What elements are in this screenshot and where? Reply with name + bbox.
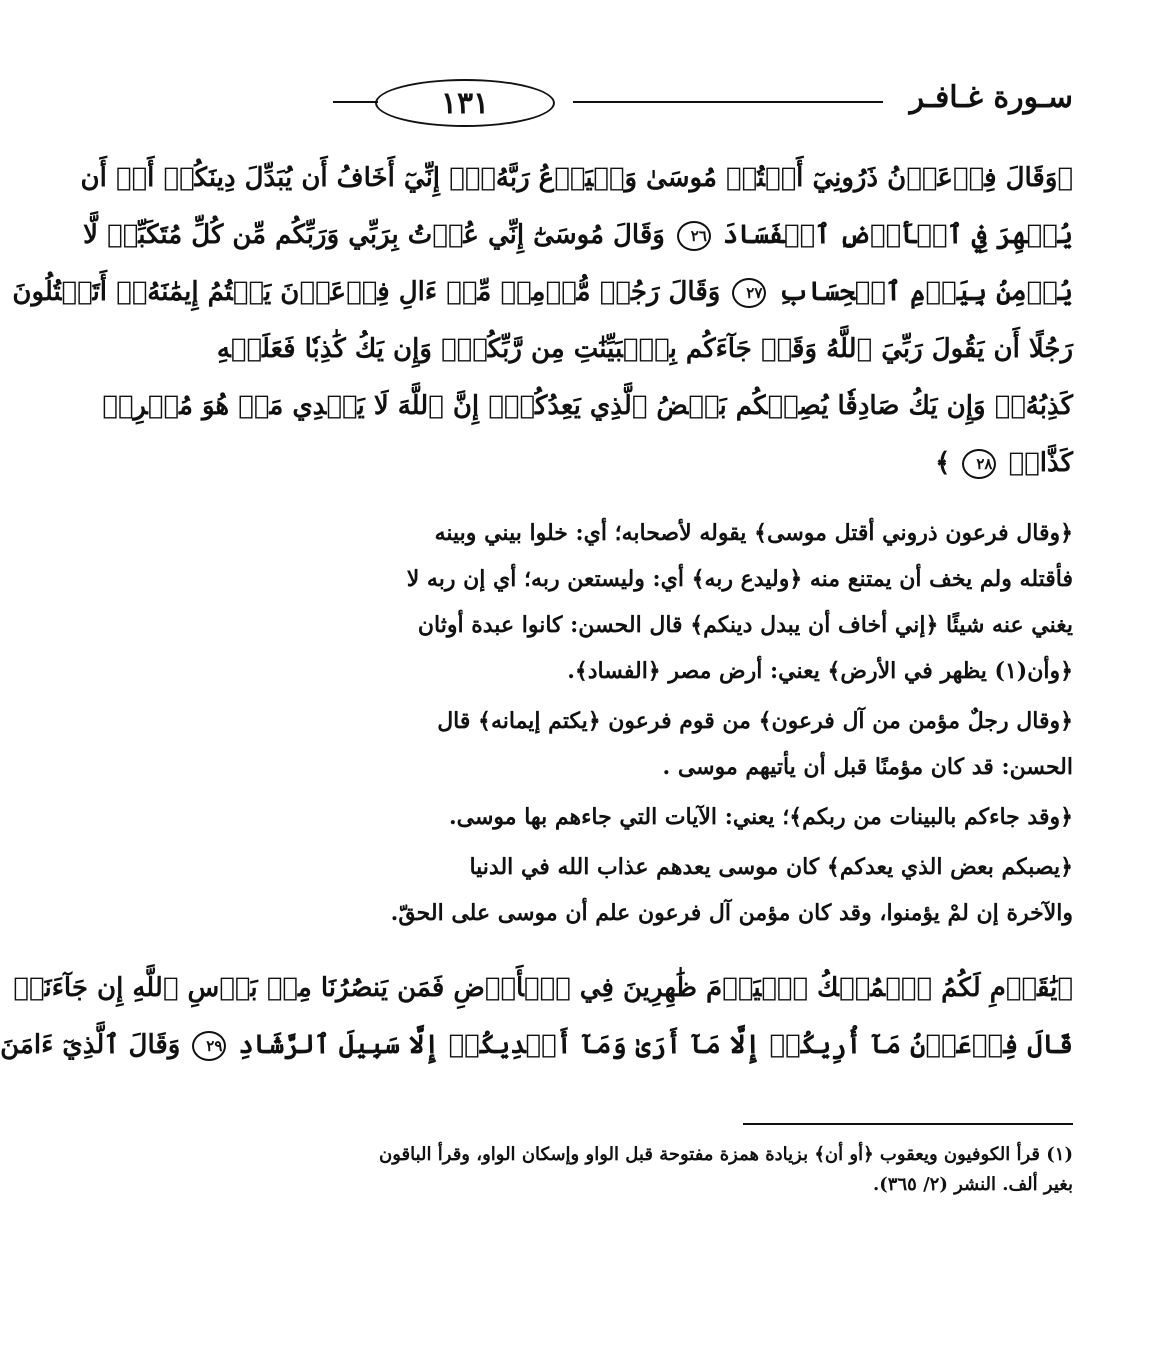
verse-text: يُؤۡمِنُ بِيَوۡمِ ٱلۡحِسَابِ	[778, 277, 1073, 307]
ayah-number-marker: ٢٧	[732, 278, 766, 308]
quran-verses-block-2	[0, 960, 1073, 1074]
ayah-number-marker: ٢٦	[677, 221, 711, 251]
verse-line: رَجُلًا أَن يَقُولَ رَبِّيَ ٱللَّهُ وَقَدۡ جَآءَكُم بِٱلۡبَيِّنَٰتِ مِن رَّبِّكُمۡۖ وَإِن يَكُ كَٰذِبٗا فَعَلَيۡهِ	[216, 334, 1073, 364]
footnote-separator	[743, 1123, 1073, 1125]
verse-line	[12, 264, 1073, 321]
commentary-line: ﴿وقال رجلٌ مؤمن من آل فرعون﴾ من قوم فرعون ﴿يكتم إيمانه﴾ قال	[437, 708, 1073, 734]
footnote-line: بغير ألف. النشر (٢/ ٣٦٥).	[873, 1174, 1073, 1195]
header-rule-left	[333, 101, 378, 103]
verse-line	[0, 1017, 1073, 1074]
commentary-line: ﴿وأن(١) يظهر في الأرض﴾ يعني: أرض مصر ﴿الفساد﴾.	[567, 658, 1073, 684]
tafsir-commentary	[333, 510, 1073, 936]
footnote-line: (١) قرأ الكوفيون ويعقوب ﴿أو أن﴾ بزيادة همزة مفتوحة قبل الواو وإسكان الواو، وقرأ الباقون	[378, 1144, 1073, 1165]
verse-line: ﴿وَقَالَ فِرۡعَوۡنُ ذَرُونِيٓ أَقۡتُلۡ مُوسَىٰ وَلۡيَدۡعُ رَبَّهُۥٓۖ إِنِّيٓ أَخَافُ أَن يُبَدِّلَ دِينَكُمۡ أَوۡ أَن	[80, 163, 1073, 193]
verse-text: وَقَالَ رَجُلٞ مُّؤۡمِنٞ مِّنۡ ءَالِ فِرۡعَوۡنَ يَكۡتُمُ إِيمَٰنَهُۥٓ أَتَقۡتُلُونَ	[12, 277, 721, 307]
verse-text: يُظۡهِرَ فِي ٱلۡأَرۡضِ ٱلۡفَسَادَ	[722, 220, 1073, 250]
verse-closing-bracket: ﴾	[935, 448, 951, 478]
page-header	[333, 78, 1073, 126]
commentary-line: يغني عنه شيئًا ﴿إني أخاف أن يبدل دينكم﴾ قال الحسن: كانوا عبدة أوثان	[417, 612, 1073, 638]
ayah-number-marker: ٢٨	[962, 449, 996, 479]
verse-line: كَذِبُهُۥۖ وَإِن يَكُ صَادِقٗا يُصِبۡكُم بَعۡضُ ٱلَّذِي يَعِدُكُمۡۖ إِنَّ ٱللَّهَ لَا يَهۡدِي مَنۡ هُوَ مُسۡرِفٞ	[102, 391, 1073, 421]
verse-text: كَذَّابٞ	[1008, 448, 1073, 478]
commentary-line: ﴿وقال فرعون ذروني أقتل موسى﴾ يقوله لأصحابه؛ أي: خلوا بيني وبينه	[434, 520, 1073, 546]
verse-line	[333, 435, 1073, 492]
ayah-number-marker: ٢٩	[192, 1031, 226, 1061]
commentary-line: ﴿يصبكم بعض الذي يعدكم﴾ كان موسى يعدهم عذاب الله في الدنيا	[469, 854, 1073, 880]
header-rule-right	[573, 101, 883, 103]
verse-line	[83, 207, 1073, 264]
verse-text: قَالَ فِرۡعَوۡنُ مَآ أُرِيكُمۡ إِلَّا مَآ أَرَىٰ وَمَآ أَهۡدِيكُمۡ إِلَّا سَبِيلَ ٱلرَّشَادِ	[238, 1030, 1073, 1060]
commentary-line: ﴿وقد جاءكم بالبينات من ربكم﴾؛ يعني: الآيات التي جاءهم بها موسى.	[448, 804, 1073, 830]
commentary-line: الحسن: قد كان مؤمنًا قبل أن يأتيهم موسى .	[662, 754, 1073, 780]
commentary-line: والآخرة إن لمْ يؤمنوا، وقد كان مؤمن آل فرعون علم أن موسى على الحقّ.	[390, 900, 1073, 926]
verse-line: ﴿يَٰقَوۡمِ لَكُمُ ٱلۡمُلۡكُ ٱلۡيَوۡمَ ظَٰهِرِينَ فِي ٱلۡأَرۡضِ فَمَن يَنصُرُنَا مِنۢ بَأۡسِ ٱللَّهِ إِن جَآءَنَاۚ	[13, 973, 1073, 1003]
quran-verses-block-1	[12, 150, 1073, 492]
page-number: ١٣١	[375, 79, 555, 127]
footnote	[333, 1140, 1073, 1200]
verse-text: وَقَالَ مُوسَىٰٓ إِنِّي عُذۡتُ بِرَبِّي وَرَبِّكُم مِّن كُلِّ مُتَكَبِّرٖ لَّا	[83, 220, 665, 250]
commentary-line: فأقتله ولم يخف أن يمتنع منه ﴿وليدع ربه﴾ أي: وليستعن ربه؛ أي إن ربه لا	[406, 566, 1073, 592]
verse-text: وَقَالَ ٱلَّذِيٓ ءَامَنَ	[0, 1030, 181, 1060]
surah-title: سـورة غـافـر	[909, 80, 1073, 115]
